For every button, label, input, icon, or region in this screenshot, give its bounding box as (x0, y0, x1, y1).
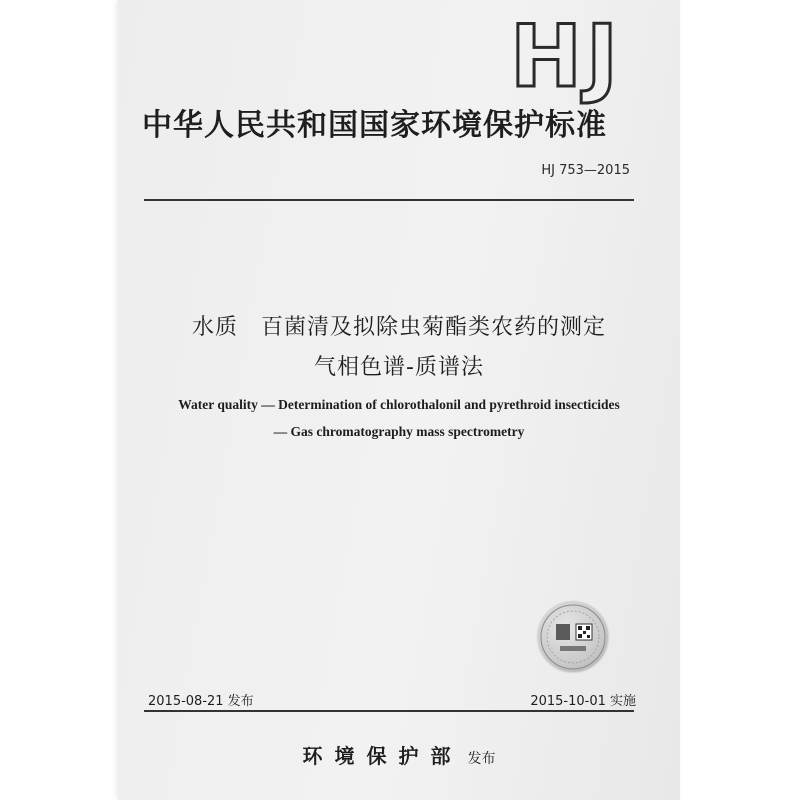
hj-logo: HJ (510, 7, 622, 107)
publish-date: 2015-08-21 发布 (148, 694, 254, 709)
title-en-line2: — Gas chromatography mass spectrometry (273, 424, 525, 439)
top-divider (144, 199, 634, 201)
publisher-suffix: 发布 (467, 751, 496, 767)
document-cover (118, 0, 680, 800)
anti-counterfeit-seal-icon (538, 602, 608, 672)
standard-number: HJ 753—2015 (541, 163, 630, 178)
title-en-line1: Water quality — Determination of chlorothalonil and pyrethroid insecticides (178, 397, 620, 412)
title-cn-line1: 水质 百菌清及拟除虫菊酯类农药的测定 (191, 315, 606, 340)
publisher-name: 环境保护部 (302, 744, 463, 768)
bottom-divider (144, 710, 634, 712)
implement-date: 2015-10-01 实施 (530, 694, 636, 709)
title-cn-line2: 气相色谱-质谱法 (314, 355, 484, 380)
org-name: 中华人民共和国国家环境保护标准 (142, 108, 607, 143)
publisher (118, 740, 680, 769)
